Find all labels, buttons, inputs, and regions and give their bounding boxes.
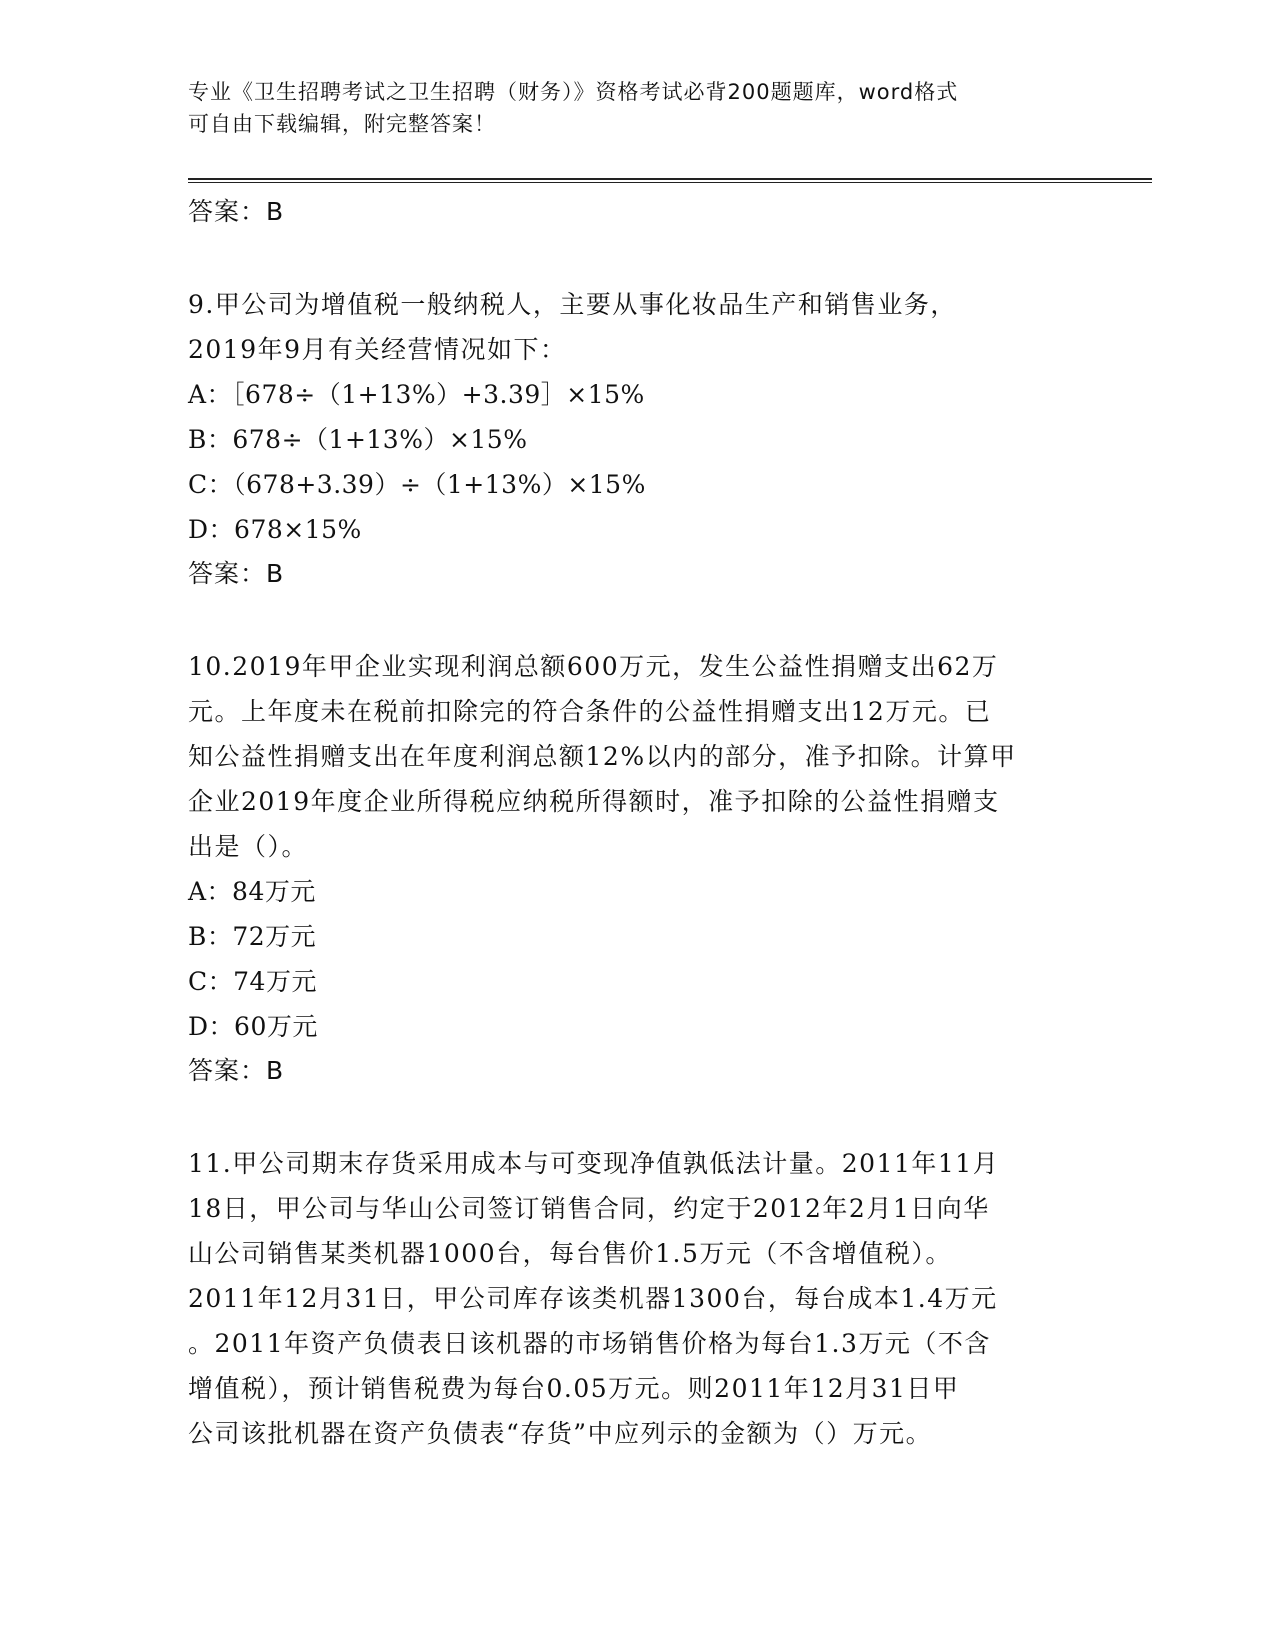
- stem-line: 山公司销售某类机器1000台，每台售价1.5万元（不含增值税）。: [188, 1239, 952, 1268]
- stem-line: 。2011年资产负债表日该机器的市场销售价格为每台1.3万元（不含: [188, 1329, 991, 1358]
- question-stem: [188, 282, 1088, 372]
- question-9: [188, 282, 1088, 596]
- stem-line: 18日，甲公司与华山公司签订销售合同，约定于2012年2月1日向华: [188, 1194, 990, 1223]
- stem-line: 10.2019年甲企业实现利润总额600万元，发生公益性捐赠支出62万: [188, 652, 999, 681]
- stem-line: 2019年9月有关经营情况如下：: [188, 335, 567, 364]
- stem-line: 元。上年度未在税前扣除完的符合条件的公益性捐赠支出12万元。已: [188, 697, 992, 726]
- stem-line: 2011年12月31日，甲公司库存该类机器1300台，每台成本1.4万元: [188, 1284, 998, 1313]
- spacer: [188, 1093, 1088, 1141]
- stem-line: 11.甲公司期末存货采用成本与可变现净值孰低法计量。2011年11月: [188, 1149, 1000, 1178]
- option-b: B：678÷（1+13%）×15%: [188, 425, 528, 454]
- option-a: A：84万元: [188, 877, 316, 906]
- stem-line: 公司该批机器在资产负债表“存货”中应列示的金额为（）万元。: [188, 1419, 933, 1448]
- answer-line: 答案：B: [188, 197, 285, 226]
- option-b: B：72万元: [188, 922, 317, 951]
- answer-line: 答案：B: [188, 1056, 285, 1085]
- option-d: D：60万元: [188, 1012, 318, 1041]
- stem-line: 9.甲公司为增值税一般纳税人，主要从事化妆品生产和销售业务，: [188, 290, 957, 319]
- question-stem: [188, 644, 1088, 869]
- option-a: A：［678÷（1+13%）+3.39］×15%: [188, 380, 645, 409]
- page-header: [188, 76, 1068, 140]
- spacer: [188, 234, 1088, 282]
- stem-line: 知公益性捐赠支出在年度利润总额12%以内的部分，准予扣除。计算甲: [188, 742, 1017, 771]
- header-title-line-2: 可自由下载编辑，附完整答案！: [188, 112, 496, 136]
- stem-line: 增值税），预计销售税费为每台0.05万元。则2011年12月31日甲: [188, 1374, 960, 1403]
- question-10: [188, 644, 1088, 1093]
- question-list: [188, 190, 1088, 1456]
- spacer: [188, 596, 1088, 644]
- stem-line: 出是（）。: [188, 832, 309, 861]
- header-divider: [188, 178, 1152, 183]
- answer-line: 答案：B: [188, 559, 285, 588]
- header-title-line-1: 专业《卫生招聘考试之卫生招聘（财务）》资格考试必背200题题库，word格式: [188, 80, 959, 104]
- option-c: C：74万元: [188, 967, 317, 996]
- stem-line: 企业2019年度企业所得税应纳税所得额时，准予扣除的公益性捐赠支: [188, 787, 1000, 816]
- question-stem: [188, 1141, 1088, 1456]
- question-11: [188, 1141, 1088, 1456]
- option-c: C：（678+3.39）÷（1+13%）×15%: [188, 470, 646, 499]
- option-d: D：678×15%: [188, 515, 362, 544]
